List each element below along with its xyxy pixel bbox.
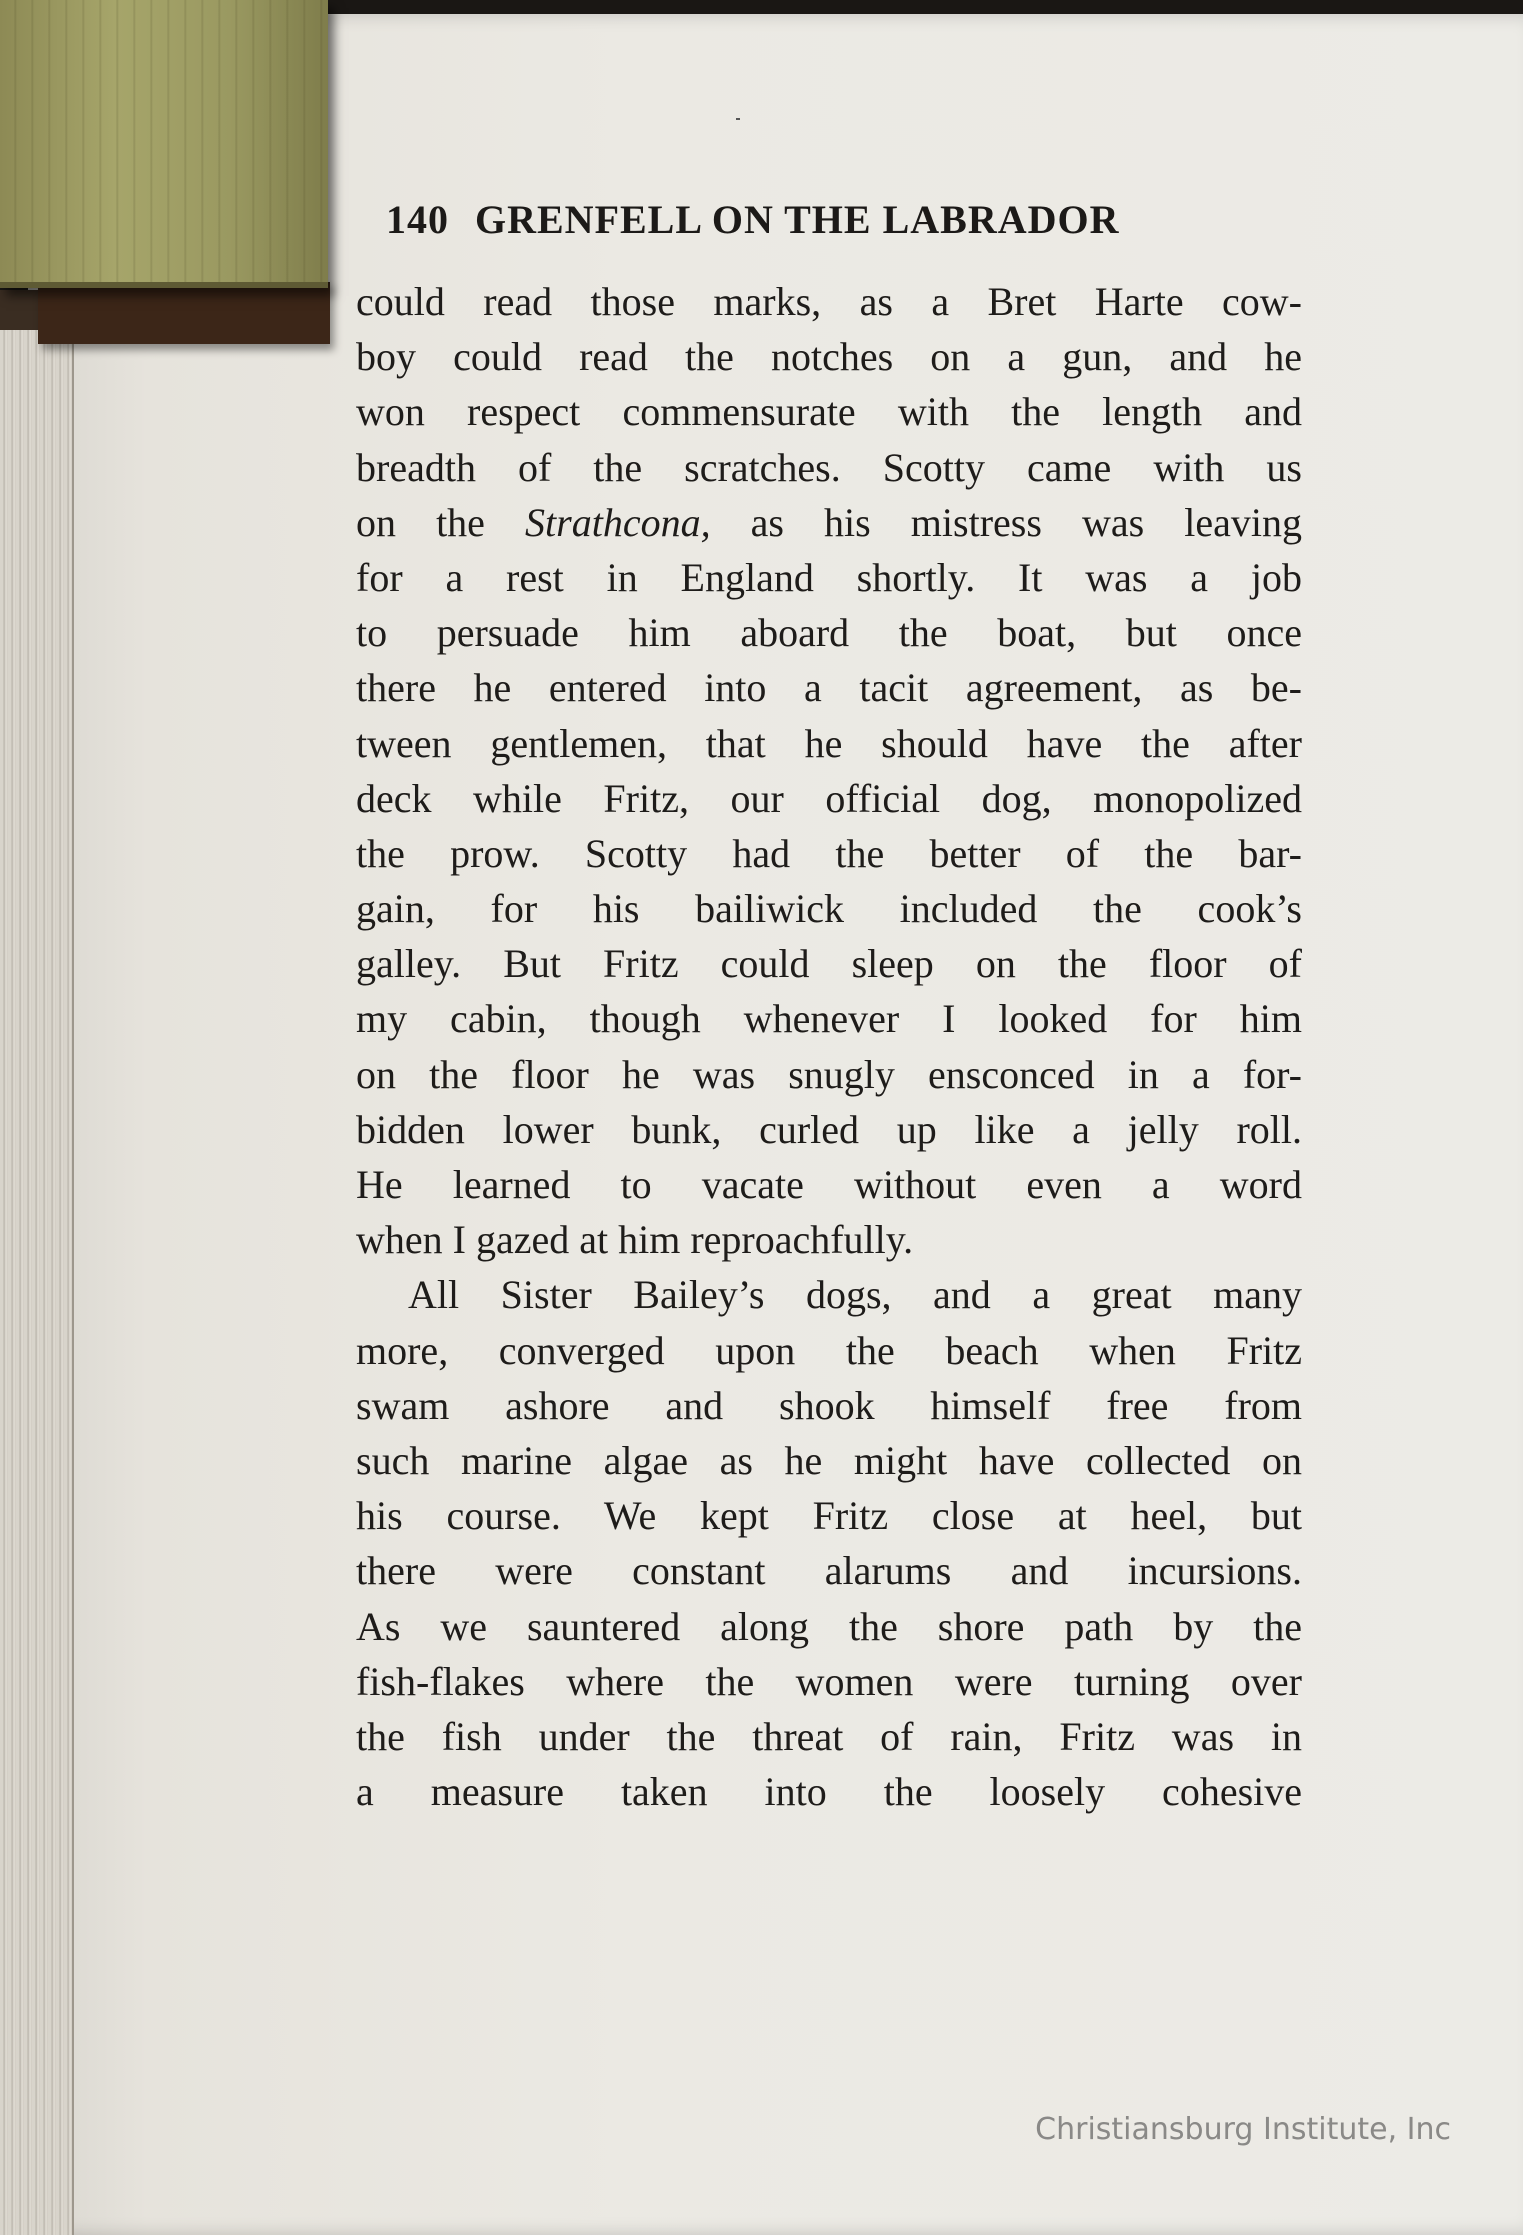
watermark: Christiansburg Institute, Inc xyxy=(1035,2112,1451,2147)
text-line: All Sister Bailey’s dogs, and a great many xyxy=(408,1272,1302,1318)
text-line: a measure taken into the loosely cohesive xyxy=(356,1769,1302,1815)
text-line: fish-flakes where the women were turning over xyxy=(356,1658,1302,1704)
text-line: won respect commensurate with the length and xyxy=(356,389,1302,435)
text-line: tween gentlemen, that he should have the after xyxy=(356,720,1302,766)
text-line: my cabin, though whenever I looked for him xyxy=(356,996,1302,1042)
text-line: deck while Fritz, our official dog, monopolized xyxy=(356,775,1302,821)
text-line: such marine algae as he might have collected on xyxy=(356,1437,1302,1483)
bookmark-texture xyxy=(0,0,328,282)
text-line xyxy=(356,495,1302,550)
text-line: when I gazed at him reproachfully. xyxy=(356,1217,914,1263)
text-line: boy could read the notches on a gun, and he xyxy=(356,334,1302,380)
body-text xyxy=(356,274,1302,1819)
text-line: his course. We kept Fritz close at heel, but xyxy=(356,1493,1302,1539)
text-line: breadth of the scratches. Scotty came with us xyxy=(356,444,1302,490)
bookmark-shadow xyxy=(38,282,330,344)
text-line: swam ashore and shook himself free from xyxy=(356,1382,1302,1428)
paper-speck xyxy=(736,118,740,120)
text-line: on the floor he was snugly ensconced in a for- xyxy=(356,1051,1302,1097)
text-line: galley. But Fritz could sleep on the floor of xyxy=(356,941,1302,987)
text-line: the fish under the threat of rain, Fritz was in xyxy=(356,1713,1302,1759)
text-line: As we sauntered along the shore path by the xyxy=(356,1603,1302,1649)
page-edges xyxy=(0,330,74,2235)
text-fragment: as his mistress was leaving xyxy=(750,499,1302,545)
text-fragment: on the xyxy=(356,499,485,545)
running-title: GRENFELL ON THE LABRADOR xyxy=(475,197,1120,242)
text-line: He learned to vacate without even a word xyxy=(356,1162,1302,1207)
text-line: more, converged upon the beach when Fritz xyxy=(356,1327,1302,1373)
text-line: there were constant alarums and incursions. xyxy=(356,1548,1302,1594)
text-line: there he entered into a tacit agreement, as be- xyxy=(356,665,1302,711)
text-line: for a rest in England shortly. It was a job xyxy=(356,554,1302,600)
text-line: the prow. Scotty had the better of the bar- xyxy=(356,830,1302,876)
text-line: bidden lower bunk, curled up like a jelly roll. xyxy=(356,1106,1302,1152)
running-header xyxy=(386,196,1286,256)
text-line: gain, for his bailiwick included the cook’s xyxy=(356,886,1302,932)
text-line: to persuade him aboard the boat, but once xyxy=(356,610,1302,656)
text-line: could read those marks, as a Bret Harte cow- xyxy=(356,279,1302,324)
ship-name: Strathcona, xyxy=(525,499,711,545)
page-number: 140 xyxy=(386,197,449,242)
